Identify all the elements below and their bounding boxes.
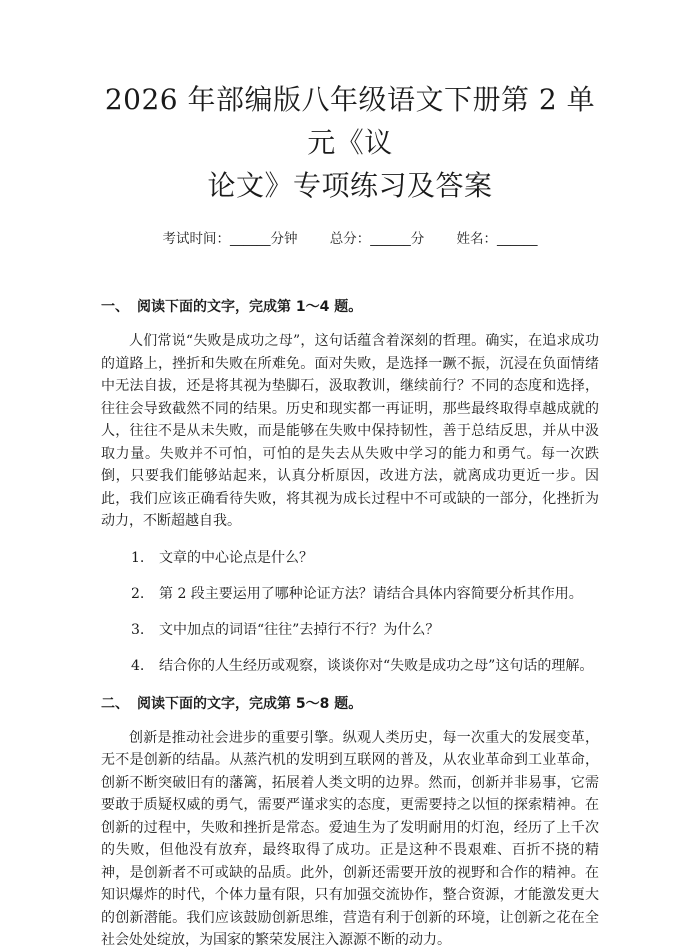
exam-info-line bbox=[101, 227, 599, 247]
question-number: 4. bbox=[131, 657, 145, 674]
section-2-passage: 创新是推动社会进步的重要引擎。纵观人类历史，每一次重大的发展变革，无不是创新的结晶。从蒸汽机的发明到互联网的普及，从农业革命到工业革命，创新不断突破旧有的藩篱，拓展着人类文明的边界。然而，创新并非易事，它需要敢于质疑权威的勇气，需要严谨求实的态度，更需要持之以恒的探索精神。在创新的过程中，失败和挫折是常态。爱迪生为了发明耐用的灯泡，经历了上千次的失败，但他没有放弃，最终取得了成功。正是这种不畏艰难、百折不挠的精神，是创新者不可或缺的品质。此外，创新还需要开放的视野和合作的精神。在知识爆炸的时代，个体力量有限，只有加强交流协作，整合资源，才能激发更大的创新潜能。我们应该鼓励创新思维，营造有利于创新的环境，让创新之花在全社会处处绽放，为国家的繁荣发展注入源源不断的动力。 bbox=[101, 729, 599, 948]
question-number: 3. bbox=[131, 621, 145, 638]
section-2-heading bbox=[101, 693, 599, 713]
question-item bbox=[101, 619, 599, 641]
section-1-heading-text: 阅读下面的文字，完成第 1～4 题。 bbox=[137, 299, 363, 315]
section-1-passage: 人们常说“失败是成功之母”，这句话蕴含着深刻的哲理。确实，在追求成功的道路上，挫折和失败在所难免。面对失败，是选择一蹶不振，沉浸在负面情绪中无法自拔，还是将其视为垫脚石，汲取教训，继续前行？不同的态度和选择，往往会导致截然不同的结果。历史和现实都一再证明，那些最终取得卓越成就的人，往往不是从未失败，而是能够在失败中保持韧性，善于总结反思，并从中汲取力量。失败并不可怕，可怕的是失去从失败中学习的能力和勇气。每一次跌倒，只要我们能够站起来，认真分析原因，改进方法，就离成功更近一步。因此，我们应该正确看待失败，将其视为成长过程中不可或缺的一部分，化挫折为动力，不断超越自我。 bbox=[101, 333, 599, 529]
section-2-number: 二、 bbox=[101, 695, 129, 712]
section-2-heading-text: 阅读下面的文字，完成第 5～8 题。 bbox=[137, 695, 363, 712]
question-item bbox=[101, 547, 599, 569]
document-title bbox=[101, 78, 599, 207]
section-1-heading bbox=[101, 296, 599, 316]
question-text: 结合你的人生经历或观察，谈谈你对“失败是成功之母”这句话的理解。 bbox=[159, 657, 594, 674]
exam-name: 姓名：______ bbox=[456, 231, 538, 247]
question-text: 第 2 段主要运用了哪种论证方法？请结合具体内容简要分析其作用。 bbox=[159, 585, 583, 602]
question-text: 文章的中心论点是什么？ bbox=[159, 549, 313, 566]
section-1-number: 一、 bbox=[101, 299, 129, 315]
question-text: 文中加点的词语“往往”去掉行不行？为什么？ bbox=[159, 621, 440, 638]
exam-time: 考试时间：______分钟 bbox=[162, 231, 298, 247]
question-number: 1. bbox=[131, 549, 145, 566]
question-list bbox=[101, 547, 599, 677]
question-number: 2. bbox=[131, 585, 145, 602]
exam-score: 总分：______分 bbox=[329, 231, 425, 247]
title-line-1: 2026 年部编版八年级语文下册第 2 单元《议 bbox=[104, 83, 596, 159]
question-item bbox=[101, 655, 599, 677]
title-line-2: 论文》专项练习及答案 bbox=[207, 169, 493, 202]
question-item bbox=[101, 583, 599, 605]
